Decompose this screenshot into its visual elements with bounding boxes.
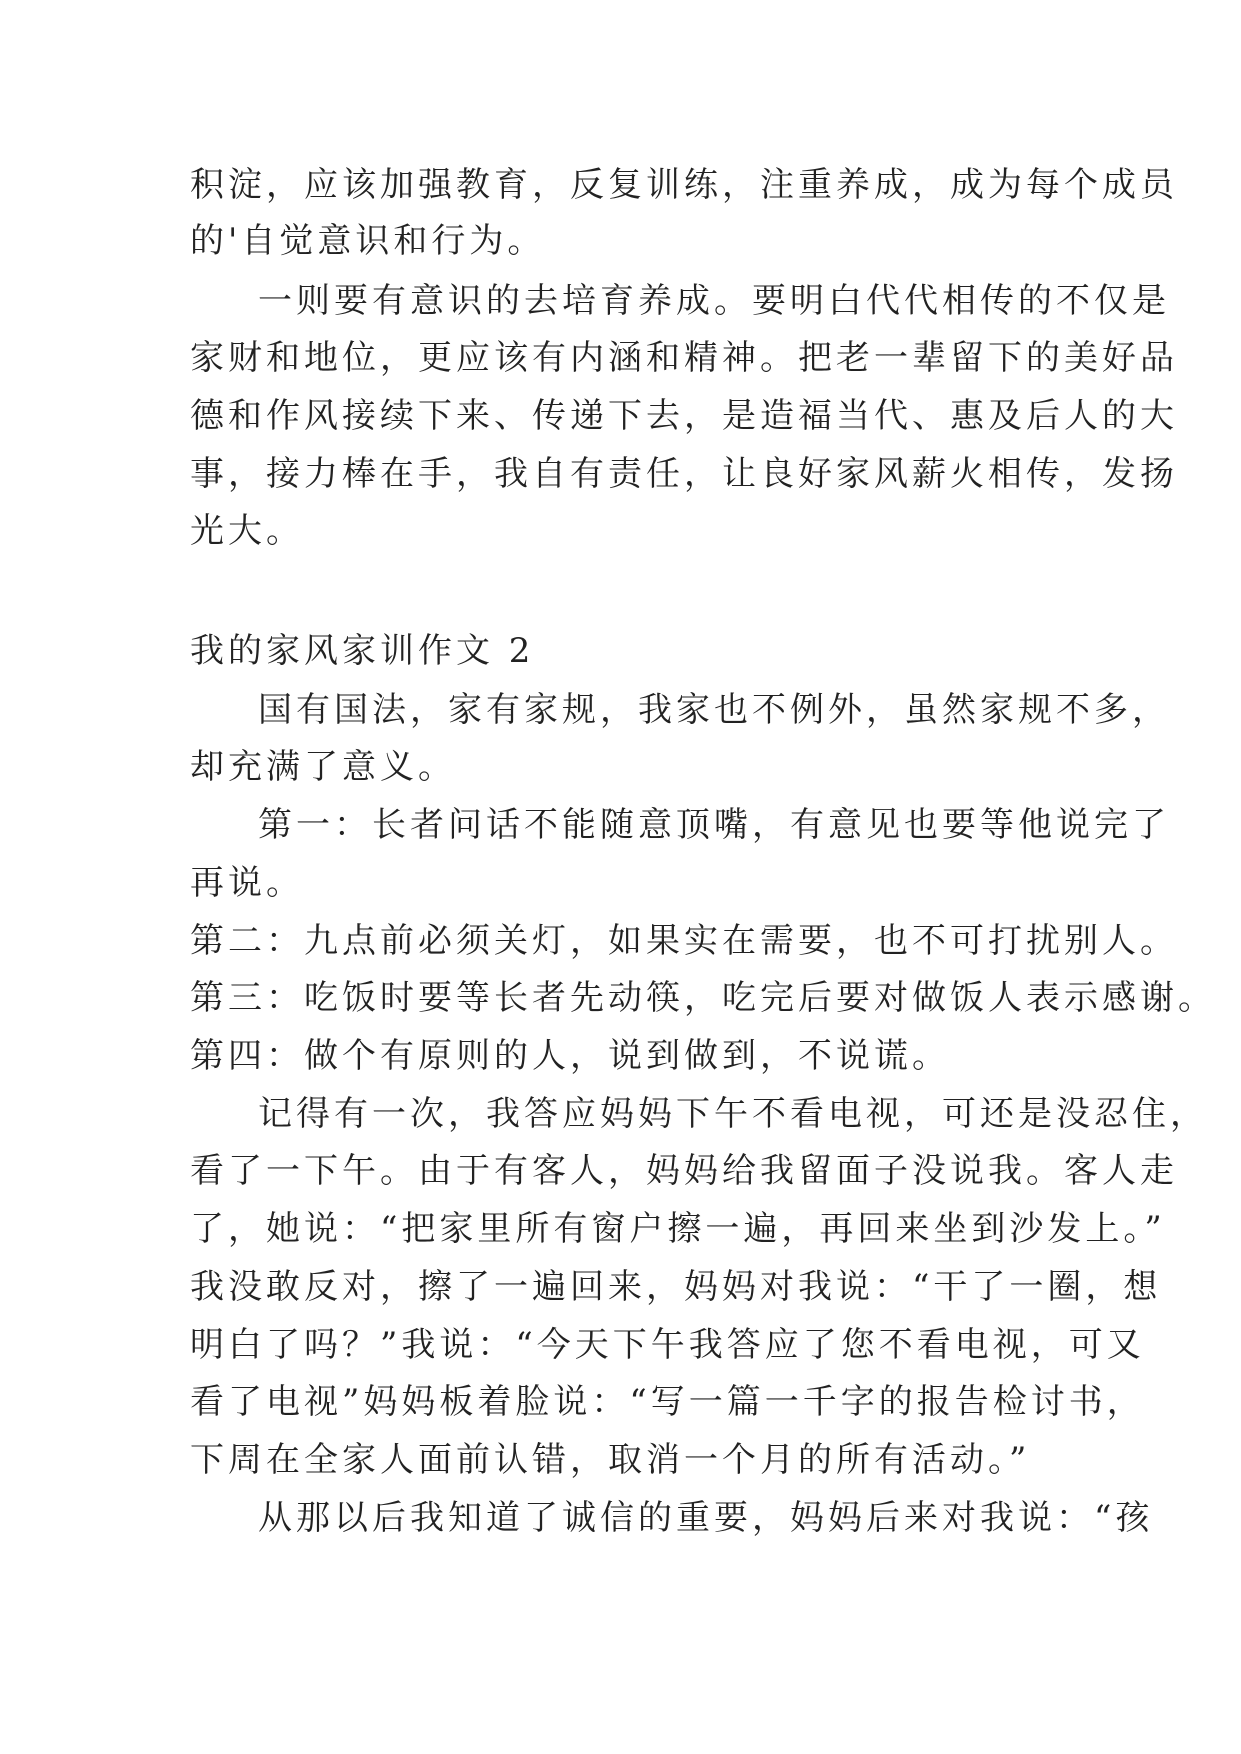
- rule-line: 第三：吃饭时要等长者先动筷，吃完后要对做饭人表示感谢。: [190, 978, 1216, 1018]
- section-heading: 我的家风家训作文 2: [190, 631, 535, 671]
- rule-line: 第四：做个有原则的人，说到做到，不说谎。: [190, 1036, 950, 1076]
- paragraph-line: 国有国法，家有家规，我家也不例外，虽然家规不多，: [258, 690, 1170, 730]
- paragraph-line: 却充满了意义。: [190, 747, 456, 787]
- paragraph-line: 一则要有意识的去培育养成。要明白代代相传的不仅是: [258, 281, 1170, 321]
- paragraph-line: 从那以后我知道了诚信的重要，妈妈后来对我说：“孩: [258, 1498, 1154, 1538]
- paragraph-line: 事，接力棒在手，我自有责任，让良好家风薪火相传，发扬: [190, 454, 1178, 494]
- paragraph-line: 了，她说：“把家里所有窗户擦一遍，再回来坐到沙发上。”: [190, 1209, 1166, 1249]
- paragraph-line: 的'自觉意识和行为。: [190, 221, 546, 261]
- paragraph-line: 第一：长者问话不能随意顶嘴，有意见也要等他说完了: [258, 805, 1170, 845]
- paragraph-line: 看了一下午。由于有客人，妈妈给我留面子没说我。客人走: [190, 1151, 1178, 1191]
- paragraph-line: 下周在全家人面前认错，取消一个月的所有活动。”: [190, 1440, 1031, 1480]
- rule-line: 第二：九点前必须关灯，如果实在需要，也不可打扰别人。: [190, 921, 1178, 961]
- paragraph-line: 积淀，应该加强教育，反复训练，注重养成，成为每个成员: [190, 165, 1178, 205]
- paragraph-line: 看了电视”妈妈板着脸说：“写一篇一千字的报告检讨书，: [190, 1382, 1145, 1422]
- paragraph-line: 我没敢反对，擦了一遍回来，妈妈对我说：“干了一圈，想: [190, 1267, 1162, 1307]
- paragraph-line: 明白了吗？”我说：“今天下午我答应了您不看电视，可又: [190, 1325, 1145, 1365]
- paragraph-line: 德和作风接续下来、传递下去，是造福当代、惠及后人的大: [190, 396, 1178, 436]
- paragraph-line: 家财和地位，更应该有内涵和精神。把老一辈留下的美好品: [190, 338, 1178, 378]
- paragraph-line: 记得有一次，我答应妈妈下午不看电视，可还是没忍住，: [258, 1094, 1208, 1134]
- paragraph-line: 再说。: [190, 863, 304, 903]
- paragraph-line: 光大。: [190, 511, 304, 551]
